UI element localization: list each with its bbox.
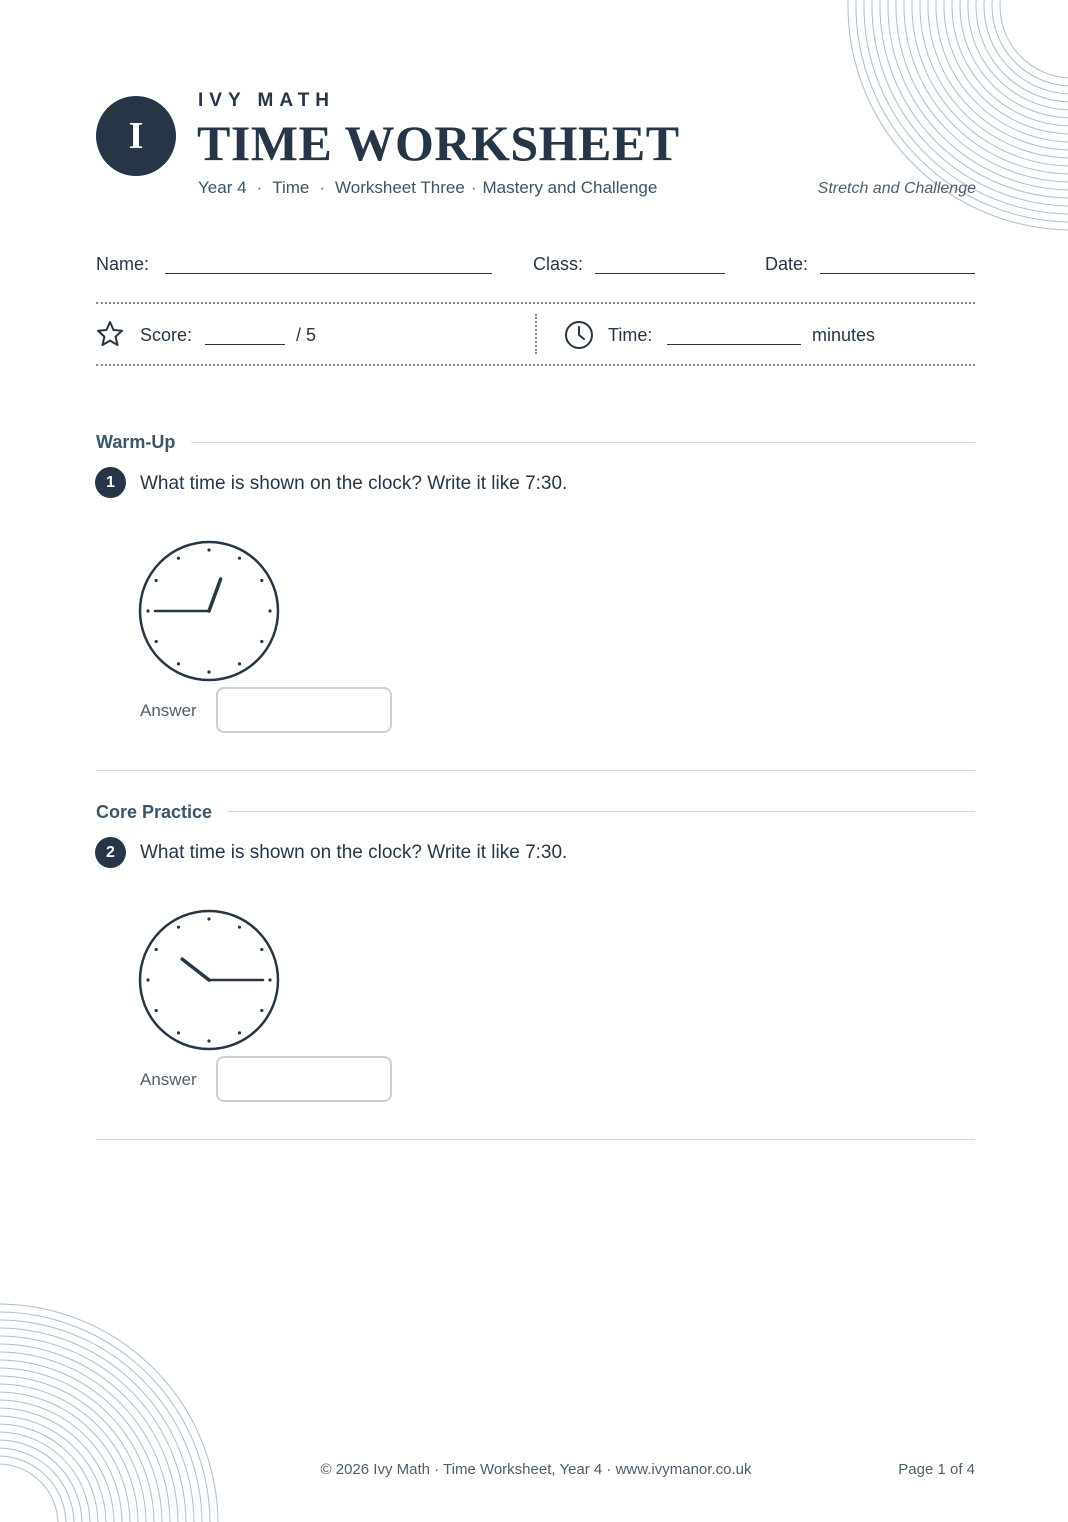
clock-hour-mark (238, 1031, 241, 1034)
time-unit: minutes (812, 325, 876, 345)
section-rule (180, 442, 975, 443)
answer-label: Answer (140, 701, 197, 720)
section-divider (96, 770, 975, 771)
logo-badge (96, 96, 176, 176)
date-label: Date: (765, 254, 809, 274)
clock-hour-mark (155, 1009, 158, 1012)
decorative-arc (1000, 0, 1068, 78)
question-text: What time is shown on the clock? Write it like 7:30. (140, 473, 568, 494)
star-icon (96, 320, 124, 348)
section-heading-core-practice: Core Practice (96, 802, 228, 823)
clock-hour-mark (238, 557, 241, 560)
question-number-badge: 1 (95, 467, 126, 498)
clock-hour-mark (238, 662, 241, 665)
class-field[interactable] (595, 273, 725, 274)
question-text: What time is shown on the clock? Write it like 7:30. (140, 842, 568, 863)
dotted-divider-bottom (96, 364, 975, 366)
answer-input[interactable] (216, 1056, 392, 1102)
question-number-badge: 2 (95, 837, 126, 868)
dotted-divider-top (96, 302, 975, 304)
decorative-arc (968, 0, 1068, 110)
decorative-arc (0, 1392, 130, 1522)
subtitle-year: Year 4 (198, 178, 247, 197)
decorative-arc (0, 1360, 162, 1522)
class-label: Class: (533, 254, 584, 274)
decorative-arc (888, 0, 1068, 190)
clock-hour-mark (207, 548, 210, 551)
decorative-arc (0, 1352, 170, 1522)
decorative-arc (872, 0, 1068, 206)
clock-hour-mark (146, 609, 149, 612)
score-label: Score: (140, 325, 193, 345)
decorative-arc (0, 1440, 82, 1522)
decorative-arc (984, 0, 1068, 94)
footer-credit: © 2026 Ivy Math · Time Worksheet, Year 4 · www.ivymanor.co.uk (320, 1461, 752, 1478)
clock-hour-mark (177, 662, 180, 665)
clock-hour-mark (260, 1009, 263, 1012)
clock-hour-mark (207, 670, 210, 673)
subtitle-topic: Time (272, 178, 310, 197)
section-rule (220, 811, 975, 812)
clock-hour-mark (155, 640, 158, 643)
subtitle: Year 4 · Time · Worksheet Three · Mastery and Challenge (198, 178, 658, 197)
page-number: Page 1 of 4 (898, 1461, 975, 1478)
decorative-arc (928, 0, 1068, 150)
page-title: TIME WORKSHEET (197, 115, 680, 171)
tagline: Stretch and Challenge (817, 180, 976, 197)
clock-hour-mark (155, 948, 158, 951)
date-field[interactable] (820, 273, 975, 274)
decorative-arc (880, 0, 1068, 198)
dotted-vertical-divider (535, 314, 537, 354)
time-label: Time: (608, 325, 653, 345)
answer-label: Answer (140, 1070, 197, 1089)
clock-hour-mark (177, 1031, 180, 1034)
analog-clock (136, 538, 282, 684)
brand-name: IVY MATH (198, 90, 336, 111)
subtitle-level: Mastery and Challenge (482, 178, 658, 197)
decorative-arc (0, 1312, 210, 1522)
score-field[interactable] (205, 344, 285, 345)
decorative-arc (976, 0, 1068, 102)
logo-letter: I (128, 115, 144, 157)
section-heading-warm-up: Warm-Up (96, 432, 191, 453)
answer-input[interactable] (216, 687, 392, 733)
decorative-arcs-bottom-left (0, 1290, 230, 1522)
clock-hour-mark (177, 557, 180, 560)
name-label: Name: (96, 254, 150, 274)
score-total: / 5 (296, 325, 317, 345)
clock-hour-mark (260, 640, 263, 643)
clock-icon (564, 320, 594, 350)
clock-hour-mark (268, 609, 271, 612)
clock-hour-mark (260, 579, 263, 582)
clock-hour-mark (177, 926, 180, 929)
clock-hour-mark (207, 1039, 210, 1042)
clock-hour-mark (238, 926, 241, 929)
time-field[interactable] (667, 344, 801, 345)
section-divider (96, 1139, 975, 1140)
decorative-arc (944, 0, 1068, 134)
clock-hour-mark (207, 917, 210, 920)
analog-clock (136, 907, 282, 1053)
decorative-arc (0, 1376, 146, 1522)
subtitle-worksheet: Worksheet Three (335, 178, 465, 197)
clock-hour-mark (268, 978, 271, 981)
clock-hour-mark (155, 579, 158, 582)
clock-hour-mark (146, 978, 149, 981)
name-field[interactable] (165, 273, 492, 274)
clock-hour-mark (260, 948, 263, 951)
